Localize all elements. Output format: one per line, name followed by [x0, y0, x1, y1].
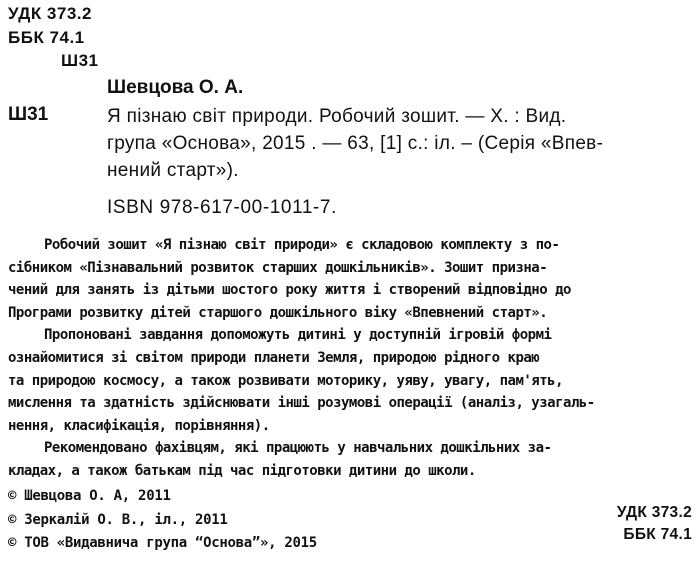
bottom-classification	[617, 502, 692, 546]
author-name: Шевцова О. А.	[107, 77, 244, 98]
annotation-text	[8, 234, 692, 483]
annotation-line: та природою космосу, а також розвивати моторику, уяву, увагу, пам'ять,	[8, 372, 564, 389]
author-mark-code: Ш31	[61, 51, 99, 70]
annotation-line: Робочий зошит «Я пізнаю світ природи» є складовою комплекту з по-	[44, 237, 560, 253]
annotation-line: ознайомитися зі світом природи планети Земля, природою рідного краю	[8, 349, 540, 366]
annotation-line: нення, класифікація, порівняння).	[8, 417, 270, 434]
isbn: ISBN 978-617-00-1011-7.	[107, 197, 337, 218]
bibliographic-title	[107, 103, 693, 184]
bottom-bbk-code: ББК 74.1	[623, 526, 692, 543]
copyright-block	[8, 485, 317, 556]
bottom-udk-code: УДК 373.2	[616, 504, 692, 521]
copyright-line: © ТОВ «Видавнича група “Основа”», 2015	[8, 535, 317, 551]
bbk-code: ББК 74.1	[8, 28, 85, 47]
annotation-line: сібником «Пізнавальний розвиток старших дошкільників». Зошит призна-	[8, 259, 548, 276]
title-line: група «Основа», 2015 . — 63, [1] с.: іл. – (Серія «Впев-	[107, 133, 604, 154]
annotation-line: кладах, а також батькам під час підготовки дитини до школи.	[8, 462, 476, 479]
annotation-line: мислення та здатність здійснювати інші розумові операції (аналіз, узагаль-	[8, 395, 595, 412]
udk-code: УДК 373.2	[8, 4, 92, 23]
copyright-line: © Шевцова О. А, 2011	[8, 488, 171, 504]
author-mark: Ш31	[8, 104, 49, 125]
annotation-line: чений для занять із дітьми шостого року життя і створений відповідно до	[8, 282, 571, 299]
copyright-line: © Зеркалій О. В., іл., 2011	[8, 511, 228, 528]
title-line: нений старт»).	[107, 160, 239, 181]
annotation-line: Пропоновані завдання допоможуть дитині у доступній ігровій формі	[44, 327, 552, 344]
annotation-line: Програми розвитку дітей старшого дошкільного віку «Впевнений старт».	[8, 304, 548, 321]
title-line: Я пізнаю світ природи. Робочий зошит. — Х. : Вид.	[107, 106, 567, 127]
annotation-line: Рекомендовано фахівцям, які працюють у навчальних дошкільних за-	[44, 440, 552, 457]
